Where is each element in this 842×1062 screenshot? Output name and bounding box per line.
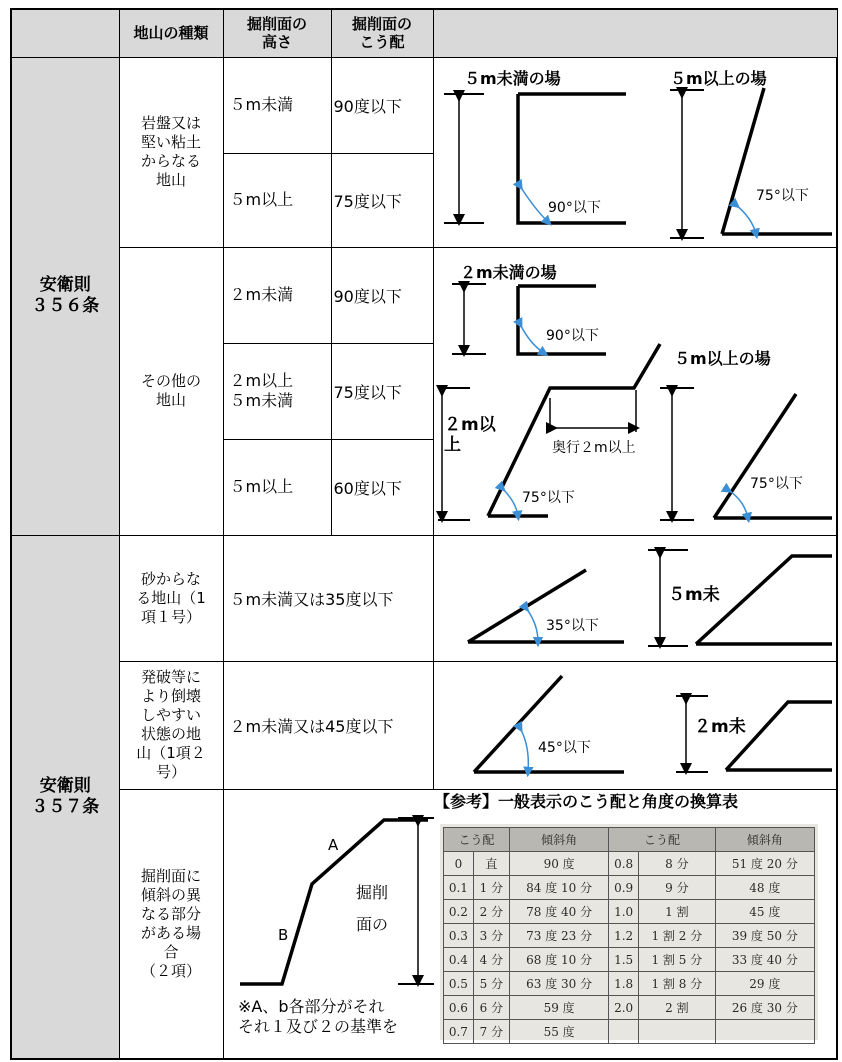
other-mid-angle: 75°以下 (521, 489, 575, 506)
conv-cell: 78 度 40 分 (510, 900, 609, 924)
conv-cell: 0.3 (444, 924, 474, 948)
conv-row (444, 996, 815, 1020)
conv-cell: 5 分 (473, 972, 509, 996)
conv-cell: 45 度 (715, 900, 814, 924)
conv-header: 傾斜角 (510, 828, 609, 852)
conv-cell: 4 分 (473, 948, 509, 972)
other-top-label: ２m未満の場 (459, 262, 557, 282)
conv-cell: 0.6 (444, 996, 474, 1020)
blast-criterion: ２m未満又は45度以下 (223, 661, 433, 789)
height-cell: ５m未満 (223, 57, 331, 153)
diagram-other (433, 247, 837, 535)
diagram-blast (433, 661, 837, 789)
sand-criterion: ５m未満又は35度以下 (223, 535, 433, 661)
height-cell: ２m未満 (223, 247, 331, 343)
slope-cell: 75度以下 (331, 153, 433, 247)
conv-cell: 0.1 (444, 876, 474, 900)
face-label-1: 掘削 (355, 882, 388, 902)
slope-cell: 60度以下 (331, 439, 433, 535)
conv-row (444, 972, 815, 996)
rock-right-label: ５m以上の場 (669, 68, 767, 88)
conv-row (444, 1020, 815, 1044)
conv-cell: 6 分 (473, 996, 509, 1020)
blast-angle: 45°以下 (537, 739, 591, 756)
conv-cell: 1 割 5 分 (639, 948, 716, 972)
conv-cell (715, 1020, 814, 1044)
conv-cell: 63 度 30 分 (510, 972, 609, 996)
conv-cell (609, 1020, 639, 1044)
conv-cell: 1 割 (639, 900, 716, 924)
label-b: B (277, 925, 288, 944)
conv-cell: 59 度 (510, 996, 609, 1020)
conversion-table-image (440, 824, 818, 1040)
conv-cell: 3 分 (473, 924, 509, 948)
conv-cell: 1.0 (609, 900, 639, 924)
sand-angle: 35°以下 (545, 617, 599, 634)
conv-cell: 73 度 23 分 (510, 924, 609, 948)
other-right-angle: 75°以下 (749, 475, 803, 492)
slope-cell: 75度以下 (331, 343, 433, 439)
conversion-title: 【参考】一般表示のこう配と角度の換算表 (434, 792, 739, 811)
conv-cell: 90 度 (510, 852, 609, 876)
header-excavation-slope: 掘削面の こう配 (331, 9, 433, 57)
slope-cell: 90度以下 (331, 247, 433, 343)
conv-cell: 1.2 (609, 924, 639, 948)
conv-cell: 55 度 (510, 1020, 609, 1044)
rock-left-angle: 90°以下 (547, 199, 601, 216)
diagram-sand (433, 535, 837, 661)
conv-cell: 0.2 (444, 900, 474, 924)
blast-height: ２m未 (693, 716, 746, 737)
conv-header: 傾斜角 (715, 828, 814, 852)
conv-row (444, 852, 815, 876)
rule-356: 安衛則 ３５６条 (11, 57, 119, 535)
conversion-table (443, 827, 815, 1044)
conv-cell: 29 度 (715, 972, 814, 996)
ground-other: その他の 地山 (119, 247, 223, 535)
header-ground-type: 地山の種類 (119, 9, 223, 57)
rock-right-angle: 75°以下 (755, 187, 809, 204)
conv-cell: 直 (473, 852, 509, 876)
conv-cell: 39 度 50 分 (715, 924, 814, 948)
note-line-2: それ１及び２の基準を (237, 1016, 398, 1036)
other-top-angle: 90°以下 (545, 327, 599, 344)
conv-cell: 1.5 (609, 948, 639, 972)
ground-mixed: 掘削面に 傾斜の異 なる部分 がある場 合 （２項） (119, 789, 223, 1059)
conv-cell: 68 度 10 分 (510, 948, 609, 972)
conv-cell: 0.8 (609, 852, 639, 876)
other-depth-label: 奥行２m以上 (551, 439, 636, 456)
conv-cell: 0.9 (609, 876, 639, 900)
conv-cell: 2 分 (473, 900, 509, 924)
conv-cell (639, 1020, 716, 1044)
conv-row (444, 924, 815, 948)
label-a: A (327, 835, 338, 854)
conv-header: こう配 (609, 828, 715, 852)
conv-cell: 2 割 (639, 996, 716, 1020)
conv-cell: 1.8 (609, 972, 639, 996)
ground-rock: 岩盤又は 堅い粘土 からなる 地山 (119, 57, 223, 247)
conv-cell: 7 分 (473, 1020, 509, 1044)
conv-row (444, 948, 815, 972)
header-excavation-height: 掘削面の 高さ (223, 9, 331, 57)
face-label-2: 面の (355, 914, 388, 934)
rock-left-label: ５m未満の場 (463, 68, 561, 88)
conv-cell: 84 度 10 分 (510, 876, 609, 900)
other-height-label-1: ２m以 (443, 414, 496, 435)
other-right-label: ５m以上の場 (673, 348, 771, 368)
conv-cell: 0 (444, 852, 474, 876)
other-height-label-2: 上 (443, 434, 461, 455)
conv-cell: 1 割 8 分 (639, 972, 716, 996)
height-cell: ５m以上 (223, 153, 331, 247)
note-line-1: ※A、b各部分がそれ (237, 996, 385, 1016)
header-blank (11, 9, 119, 57)
conv-cell: 9 分 (639, 876, 716, 900)
conv-cell: 51 度 20 分 (715, 852, 814, 876)
conv-cell: 33 度 40 分 (715, 948, 814, 972)
conv-cell: 0.4 (444, 948, 474, 972)
ground-sand: 砂からな る地山（1 項１号） (119, 535, 223, 661)
sand-height: ５m未 (667, 584, 720, 605)
ground-blast: 発破等に より倒壊 しやすい 状態の地 山（1項２ 号） (119, 661, 223, 789)
slope-cell: 90度以下 (331, 57, 433, 153)
conv-row (444, 876, 815, 900)
conv-cell: 1 分 (473, 876, 509, 900)
diagram-rock (433, 57, 837, 247)
header-diagram (433, 9, 837, 57)
conv-cell: 2.0 (609, 996, 639, 1020)
conv-cell: 48 度 (715, 876, 814, 900)
height-cell: ５m以上 (223, 439, 331, 535)
conv-header: こう配 (444, 828, 510, 852)
conv-row (444, 900, 815, 924)
conv-cell: 0.7 (444, 1020, 474, 1044)
height-cell: ２m以上 ５m未満 (223, 343, 331, 439)
conv-cell: 1 割 2 分 (639, 924, 716, 948)
conv-cell: 26 度 30 分 (715, 996, 814, 1020)
conv-cell: 8 分 (639, 852, 716, 876)
conv-cell: 0.5 (444, 972, 474, 996)
rule-357: 安衛則 ３５７条 (11, 535, 119, 1059)
